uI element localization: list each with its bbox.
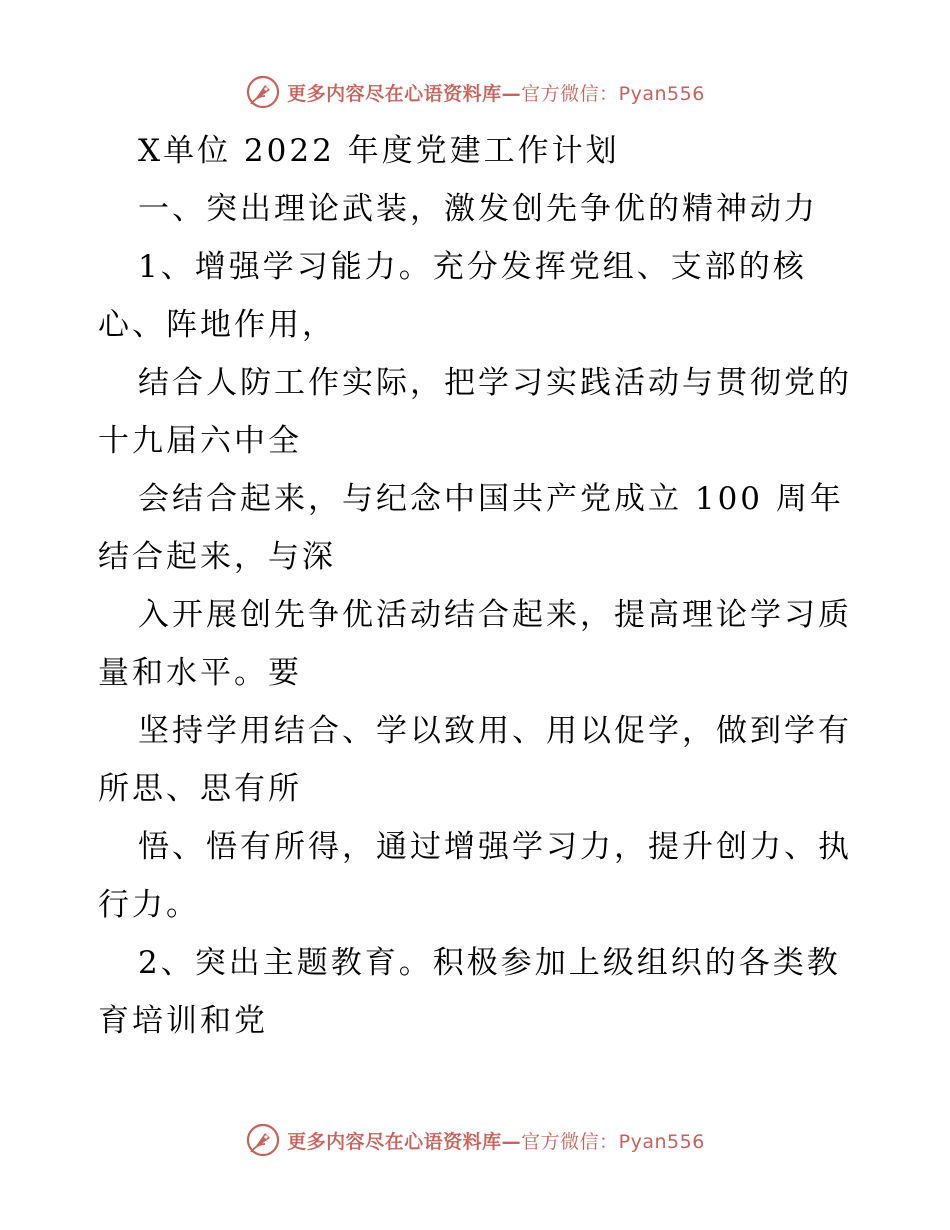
text-line: 所思、思有所 <box>98 771 302 807</box>
watermark-text: 更多内容尽在心语资料库 <box>287 1130 502 1153</box>
text-line: 育培训和党 <box>98 1003 268 1039</box>
text-line: 2、突出主题教育。积极参加上级组织的各类教 <box>138 945 841 981</box>
text-line: 悟、悟有所得，通过增强学习力，提升创力、执 <box>138 829 852 865</box>
pen-nib-icon <box>245 1122 281 1158</box>
text-line: 结合人防工作实际，把学习实践活动与贯彻党的 <box>138 365 852 401</box>
header-watermark <box>0 70 950 114</box>
watermark-text: 更多内容尽在心语资料库 <box>287 82 502 105</box>
text-line: 坚持学用结合、学以致用、用以促学，做到学有 <box>138 713 852 749</box>
watermark-separator: — <box>501 1130 522 1153</box>
text-line: 一、突出理论武装，激发创先争优的精神动力 <box>138 191 818 227</box>
text-line: 十九届六中全 <box>98 423 302 459</box>
text-line: 结合起来，与深 <box>98 539 336 575</box>
text-line: 量和水平。要 <box>98 655 302 691</box>
pen-nib-icon <box>245 74 281 110</box>
text-line: 1、增强学习能力。充分发挥党组、支部的核 <box>138 249 807 285</box>
footer-watermark <box>0 1118 950 1162</box>
watermark-contact: 官方微信：Pyan556 <box>521 1130 705 1153</box>
text-line: 会结合起来，与纪念中国共产党成立 100 周年 <box>138 481 844 517</box>
watermark-separator: — <box>501 82 522 105</box>
text-line: 行力。 <box>98 887 200 923</box>
text-line: 心、阵地作用， <box>98 307 336 343</box>
document-body <box>98 122 858 1050</box>
text-line: 入开展创先争优活动结合起来，提高理论学习质 <box>138 597 852 633</box>
document-title: X单位 2022 年度党建工作计划 <box>138 133 620 169</box>
watermark-contact: 官方微信：Pyan556 <box>521 82 705 105</box>
